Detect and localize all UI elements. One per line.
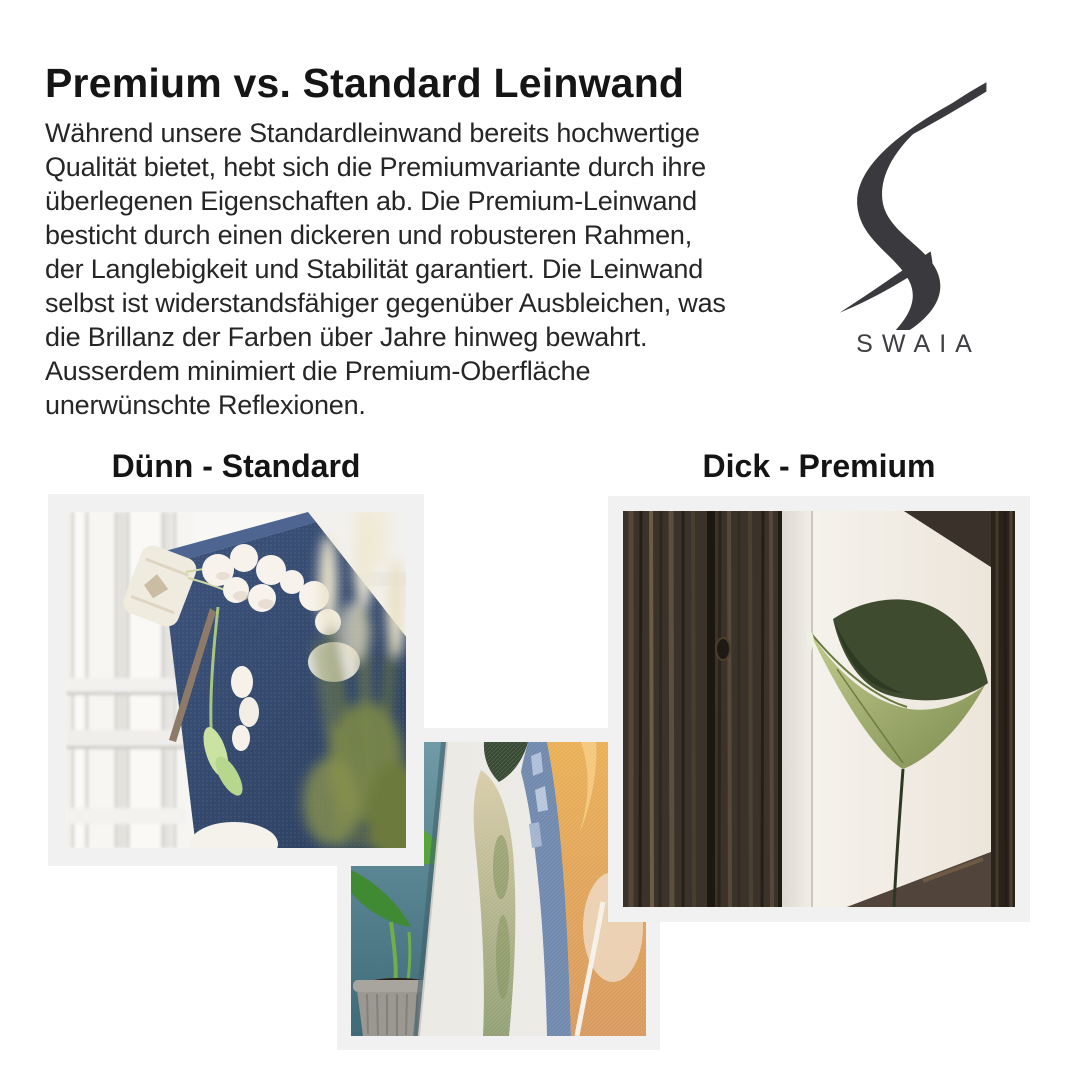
- premium-column-label: Dick - Premium: [702, 448, 936, 484]
- premium-canvas-photo-card: [608, 496, 1030, 922]
- brand-logo: [830, 76, 998, 362]
- paragraph-line: selbst ist widerstandsfähiger gegenüber Ausbleichen, was: [45, 288, 726, 318]
- standard-canvas-photo: [66, 512, 406, 848]
- paragraph-line: Qualität bietet, hebt sich die Premiumvariante durch ihre: [45, 152, 706, 182]
- paragraph-line: der Langlebigkeit und Stabilität garantiert. Die Leinwand: [45, 254, 704, 284]
- swaia-s-swoosh-icon: [834, 78, 992, 330]
- standard-canvas-photo-card: [48, 494, 424, 866]
- paragraph-line: die Brillanz der Farben über Jahre hinweg bewahrt.: [45, 322, 648, 352]
- paragraph-line: Ausserdem minimiert die Premium-Oberfläche: [45, 356, 591, 386]
- paragraph-line: unerwünschte Reflexionen.: [45, 390, 366, 420]
- paragraph-line: besticht durch einen dickeren und robusteren Rahmen,: [45, 220, 693, 250]
- page-title: Premium vs. Standard Leinwand: [45, 60, 685, 106]
- paragraph-line: Während unsere Standardleinwand bereits hochwertige: [45, 118, 700, 148]
- brand-wordmark: SWAIA: [856, 330, 981, 358]
- standard-column-label: Dünn - Standard: [111, 448, 361, 484]
- paragraph-line: überlegenen Eigenschaften ab. Die Premium-Leinwand: [45, 186, 697, 216]
- premium-canvas-photo: [623, 511, 1015, 907]
- intro-paragraph: [45, 116, 726, 422]
